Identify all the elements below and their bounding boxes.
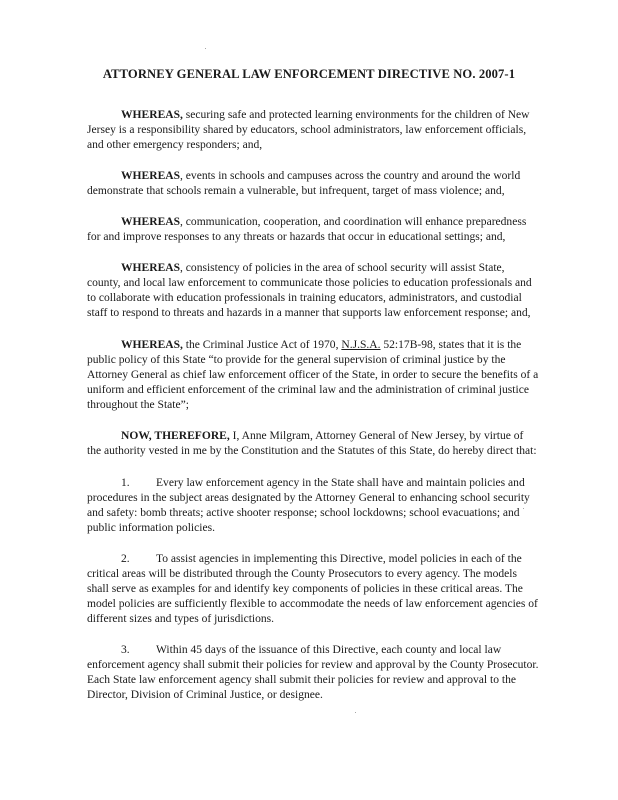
whereas-text: , communication, cooperation, and coordination will enhance preparedness for and improve responses to any threats or hazards that occur in educational settings; and,: [87, 216, 527, 243]
directive-item-3: [87, 643, 539, 703]
whereas-text: , events in schools and campuses across the country and around the world demonstrate that schools remain a vulnerable, but infrequent, target of mass violence; and,: [87, 170, 521, 197]
scan-speck: [355, 712, 356, 713]
directive-text: To assist agencies in implementing this Directive, model policies in each of the critical areas will be distributed through the County Prosecutors to every agency. The models shall serve as examples for and identify key components of policies in these critical areas. The model policies are sufficiently flexible to accommodate the needs of law enforcement agencies of different sizes and types of jurisdictions.: [87, 553, 538, 625]
whereas-keyword: WHEREAS: [121, 170, 181, 182]
whereas-keyword: WHEREAS: [121, 262, 181, 274]
scan-speck: [205, 48, 206, 49]
whereas-text: , consistency of policies in the area of school security will assist State, county, and local law enforcement to communicate those policies to education professionals and to collaborate with education professionals in training educators, administrators, and custodial staff to respond to threats and hazards in a manner that supports law enforcement response; and,: [87, 262, 532, 319]
whereas-paragraph-3: [87, 215, 539, 245]
document-title: ATTORNEY GENERAL LAW ENFORCEMENT DIRECTIVE NO. 2007-1: [102, 67, 516, 81]
document-body: [87, 108, 539, 719]
whereas-text: securing safe and protected learning environments for the children of New Jersey is a responsibility shared by educators, school administrators, law enforcement officials, and other emergency responders; and,: [87, 109, 530, 151]
whereas-text-after: 52:17B-98, states that it is the public policy of this State “to provide for the general supervision of criminal justice by the Attorney General as chief law enforcement officer of the State, in order to secure the benefits of a uniform and efficient enforcement of the criminal law and the administration of criminal justice throughout the State”;: [87, 339, 539, 411]
directive-number: 1.: [121, 477, 130, 489]
directive-number: 2.: [121, 553, 130, 565]
directive-item-1: [87, 476, 539, 536]
directive-number: 3.: [121, 644, 130, 656]
statute-citation: N.J.S.A.: [341, 339, 381, 351]
whereas-paragraph-5: [87, 338, 539, 413]
therefore-paragraph: [87, 429, 539, 459]
directive-text: Within 45 days of the issuance of this Directive, each county and local law enforcement agency shall submit their policies for review and approval by the County Prosecutor. Each State law enforcement agency shall submit their policies for review and approval to the Director, Division of Criminal Justice, or designee.: [87, 644, 539, 701]
whereas-paragraph-1: [87, 108, 539, 153]
whereas-text-before: the Criminal Justice Act of 1970,: [182, 339, 342, 351]
whereas-paragraph-2: [87, 169, 539, 199]
therefore-text: I, Anne Milgram, Attorney General of New Jersey, by virtue of the authority vested in me by the Constitution and the Statutes of this State, do hereby direct that:: [87, 430, 537, 457]
whereas-keyword: WHEREAS,: [121, 109, 183, 121]
directive-item-2: [87, 552, 539, 627]
whereas-keyword: WHEREAS,: [121, 339, 183, 351]
directive-text: Every law enforcement agency in the State shall have and maintain policies and procedures in the subject areas designated by the Attorney General to enhancing school security and safety: bomb threats; active shooter response; school lockdowns; school evacuations; and public information policies.: [87, 477, 530, 534]
scan-speck: [523, 508, 524, 509]
whereas-keyword: WHEREAS: [121, 216, 181, 228]
whereas-paragraph-4: [87, 261, 539, 321]
therefore-keyword: NOW, THEREFORE,: [121, 430, 230, 442]
